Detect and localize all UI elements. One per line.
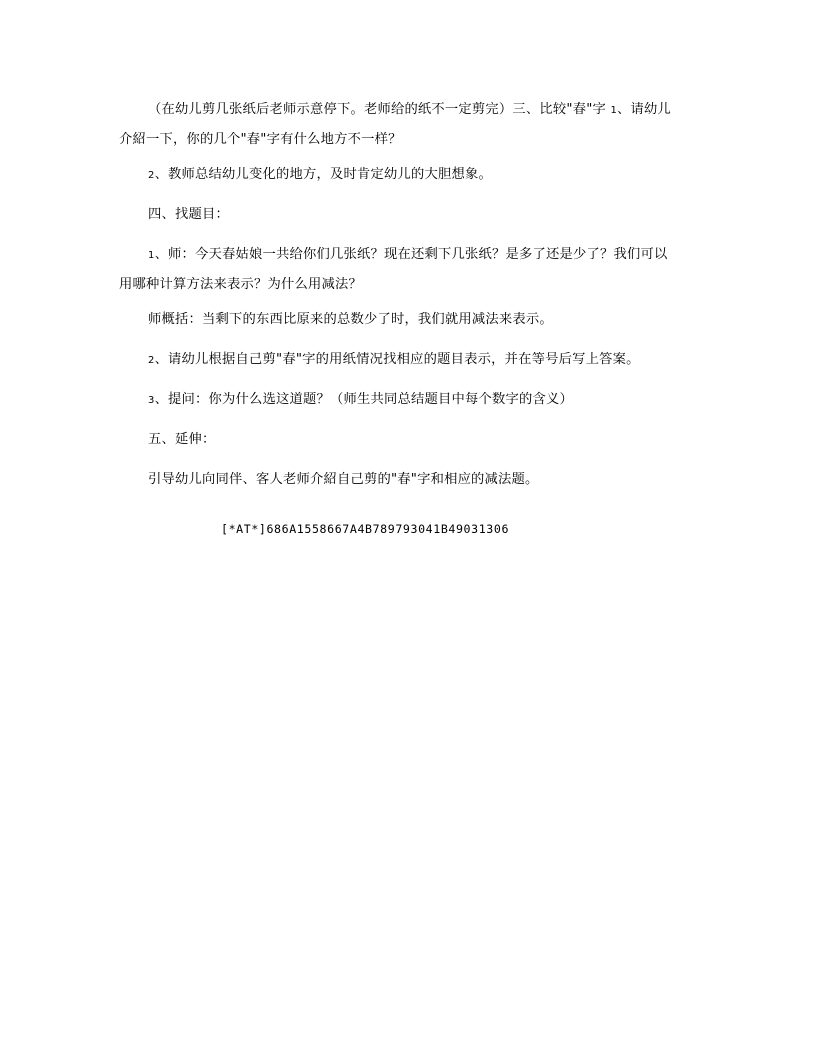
list-number: 1	[610, 105, 618, 116]
paragraph-text: 、请幼儿	[617, 102, 672, 117]
paragraph-text: 引导幼儿向同伴、客人老师介紹自己剪的"春"字和相应的减法题。	[148, 472, 539, 487]
paragraph-compare-chun	[119, 95, 699, 154]
section-heading-find-problem	[148, 200, 728, 229]
paragraph-ask-question	[148, 385, 728, 415]
paragraph-text: 、教师总结幼儿变化的地方，及时肯定幼儿的大胆想象。	[154, 167, 492, 182]
heading-text: 五、延伸：	[148, 432, 216, 447]
document-code: [*AT*]686A1558667A4B789793041B49031306	[221, 522, 510, 536]
paragraph-text: 、提问：你为什么选这道题？（师生共同总结题目中每个数字的含义）	[154, 392, 573, 407]
paragraph-teacher-summary	[148, 160, 728, 190]
paragraph-teacher-question	[119, 240, 699, 299]
paragraph-text: （在幼儿剪几张纸后老师示意停下。老师给的纸不一定剪完）三、比较"春"字	[148, 102, 611, 117]
list-number: 2	[148, 170, 155, 181]
list-number: 2	[148, 355, 155, 366]
paragraph-line	[119, 95, 699, 125]
paragraph-text: 师概括：当剩下的东西比原来的总数少了时，我们就用减法来表示。	[148, 312, 553, 327]
heading-text: 四、找题目：	[148, 207, 229, 222]
list-number: 1	[148, 250, 155, 261]
paragraph-text: 、请幼儿根据自己剪"春"字的用纸情况找相应的题目表示，并在等号后写上答案。	[154, 352, 640, 367]
list-number: 3	[148, 395, 155, 406]
paragraph-text: 、师：今天春姑娘一共给你们几张纸？现在还剩下几张纸？是多了还是少了？我们可以	[154, 247, 668, 262]
paragraph-line: 介紹一下，你的几个"春"字有什么地方不一样？	[119, 132, 402, 147]
paragraph-find-problem	[148, 345, 728, 375]
section-heading-extension	[148, 425, 728, 454]
paragraph-line: 用哪种计算方法来表示？为什么用减法？	[119, 277, 362, 292]
paragraph-guide-children	[148, 465, 728, 494]
paragraph-line	[119, 240, 699, 270]
paragraph-teacher-conclusion	[148, 305, 728, 334]
